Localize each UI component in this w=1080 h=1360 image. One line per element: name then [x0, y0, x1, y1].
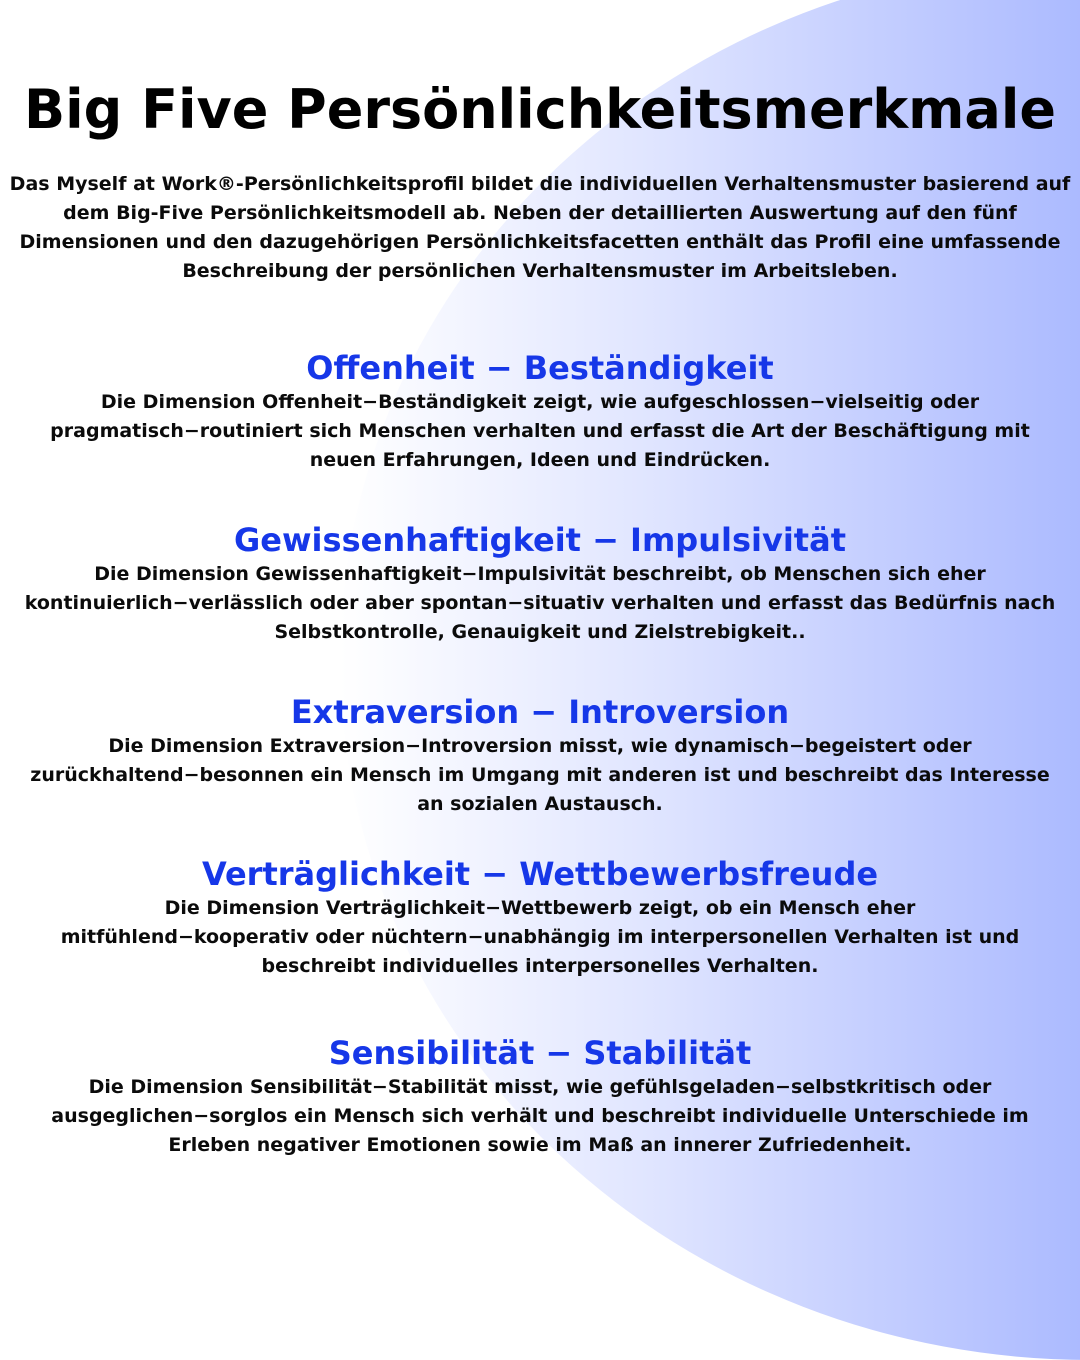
- section-gewissenhaftigkeit: [0, 520, 1080, 647]
- section-text: Die Dimension Verträglichkeit−Wettbewerb zeigt, ob ein Mensch eher mitfühlend−kooperativ oder nüchtern−unabhängig im interpersonellen Verhalten ist und beschreibt individuelles interpersonelles Verhalten.: [60, 897, 1020, 977]
- section-heading: Sensibilität − Stabilität: [328, 1034, 752, 1072]
- section-heading: Gewissenhaftigkeit − Impulsivität: [234, 521, 846, 559]
- section-heading: Offenheit − Beständigkeit: [306, 349, 774, 387]
- section-text: Die Dimension Extraversion−Introversion misst, wie dynamisch−begeistert oder zurückhaltend−besonnen ein Mensch im Umgang mit anderen ist und beschreibt das Interesse an sozialen Austausch.: [30, 735, 1050, 815]
- section-vertraeglichkeit: [0, 854, 1080, 981]
- section-extraversion: [0, 692, 1080, 819]
- section-text: Die Dimension Sensibilität−Stabilität misst, wie gefühlsgeladen−selbstkritisch oder ausgeglichen−sorglos ein Mensch sich verhält und beschreibt individuelle Unterschiede im Erleben negativer Emotionen sowie im Maß an innerer Zufriedenheit.: [51, 1076, 1029, 1156]
- section-text: Die Dimension Gewissenhaftigkeit−Impulsivität beschreibt, ob Menschen sich eher kontinuierlich−verlässlich oder aber spontan−situativ verhalten und erfasst das Bedürfnis nach Selbstkontrolle, Genauigkeit und Zielstrebigkeit..: [24, 563, 1056, 643]
- section-heading: Verträglichkeit − Wettbewerbsfreude: [201, 855, 879, 893]
- section-text: Die Dimension Offenheit−Beständigkeit zeigt, wie aufgeschlossen−vielseitig oder pragmatisch−routiniert sich Menschen verhalten und erfasst die Art der Beschäftigung mit neuen Erfahrungen, Ideen und Eindrücken.: [50, 391, 1030, 471]
- section-heading: Extraversion − Introversion: [290, 693, 790, 731]
- section-offenheit: [0, 348, 1080, 475]
- intro-paragraph: Das Myself at Work®-Persönlichkeitsprofil bildet die individuellen Verhaltensmuster basierend auf dem Big-Five Persönlichkeitsmodell ab. Neben der detaillierten Auswertung auf den fünf Dimensionen und den dazugehörigen Persönlichkeitsfacetten enthält das Profil eine umfassende Beschreibung der persönlichen Verhaltensmuster im Arbeitsleben.: [9, 173, 1071, 282]
- section-sensibilitaet: [0, 1033, 1080, 1160]
- page-title: Big Five Persönlichkeitsmerkmale: [24, 78, 1056, 141]
